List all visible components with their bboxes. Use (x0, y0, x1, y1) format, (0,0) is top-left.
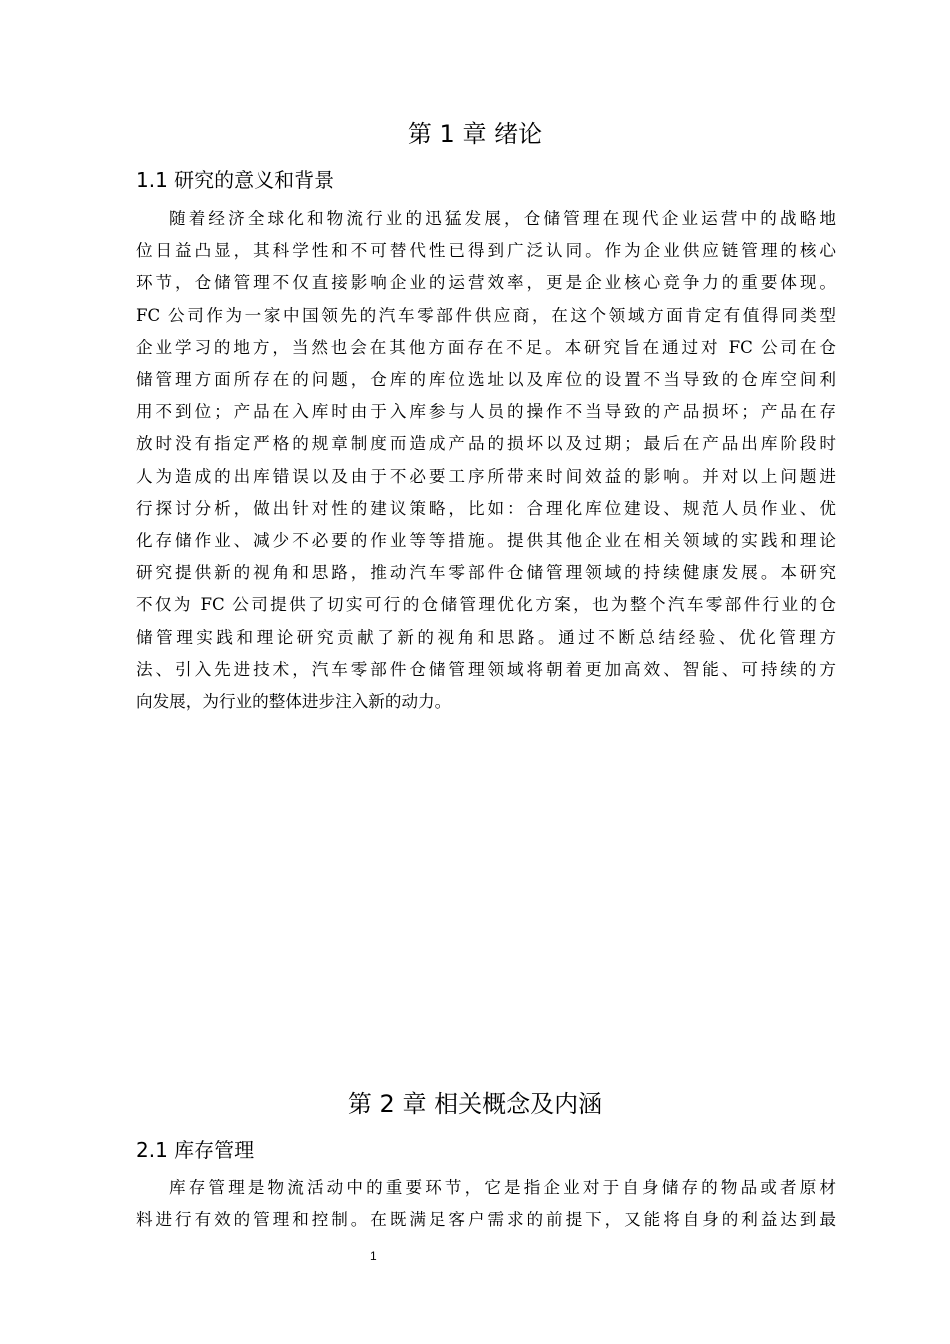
section-2-1-paragraph (136, 1172, 836, 1236)
paragraph-line: 储管理实践和理论研究贡献了新的视角和思路。通过不断总结经验、优化管理方 (136, 627, 836, 647)
paragraph-line: 研究提供新的视角和思路，推动汽车零部件仓储管理领域的持续健康发展。本研究 (136, 563, 836, 583)
paragraph-line: 法、引入先进技术，汽车零部件仓储管理领域将朝着更加高效、智能、可持续的方 (136, 659, 836, 679)
chapter-2-title: 第 2 章 相关概念及内涵 (347, 1090, 603, 1118)
paragraph-line: 库存管理是物流活动中的重要环节，它是指企业对于自身储存的物品或者原材 (169, 1178, 836, 1197)
section-1-1-heading: 1.1 研究的意义和背景 (136, 168, 335, 192)
paragraph-line: 环节，仓储管理不仅直接影响企业的运营效率，更是企业核心竞争力的重要体现。 (136, 273, 836, 293)
paragraph-line: 放时没有指定严格的规章制度而造成产品的损坏以及过期；最后在产品出库阶段时 (136, 434, 836, 454)
page-number: 1 (370, 1249, 377, 1263)
paragraph-line: 向发展，为行业的整体进步注入新的动力。 (136, 692, 452, 712)
chapter-1-title: 第 1 章 绪论 (407, 120, 543, 148)
paragraph-line: 储管理方面所存在的问题，仓库的库位选址以及库位的设置不当导致的仓库空间利 (136, 370, 836, 390)
section-1-1-paragraph (136, 203, 836, 718)
paragraph-line: 人为造成的出库错误以及由于不必要工序所带来时间效益的影响。并对以上问题进 (136, 466, 836, 486)
paragraph-line: 位日益凸显，其科学性和不可替代性已得到广泛认同。作为企业供应链管理的核心 (136, 241, 836, 261)
paragraph-line: 不仅为 FC 公司提供了切实可行的仓储管理优化方案，也为整个汽车零部件行业的仓 (136, 595, 836, 615)
paragraph-line: 企业学习的地方，当然也会在其他方面存在不足。本研究旨在通过对 FC 公司在仓 (136, 337, 836, 357)
paragraph-line: 随着经济全球化和物流行业的迅猛发展，仓储管理在现代企业运营中的战略地 (169, 209, 836, 228)
paragraph-line: 料进行有效的管理和控制。在既满足客户需求的前提下，又能将自身的利益达到最 (136, 1210, 836, 1230)
paragraph-line: 用不到位；产品在入库时由于入库参与人员的操作不当导致的产品损坏；产品在存 (136, 402, 836, 422)
paragraph-line: FC 公司作为一家中国领先的汽车零部件供应商，在这个领域方面肯定有值得同类型 (136, 305, 836, 325)
section-2-1-heading: 2.1 库存管理 (136, 1138, 255, 1162)
paragraph-line: 化存储作业、减少不必要的作业等等措施。提供其他企业在相关领域的实践和理论 (136, 531, 836, 551)
paragraph-line: 行探讨分析，做出针对性的建议策略，比如：合理化库位建设、规范人员作业、优 (136, 498, 836, 518)
